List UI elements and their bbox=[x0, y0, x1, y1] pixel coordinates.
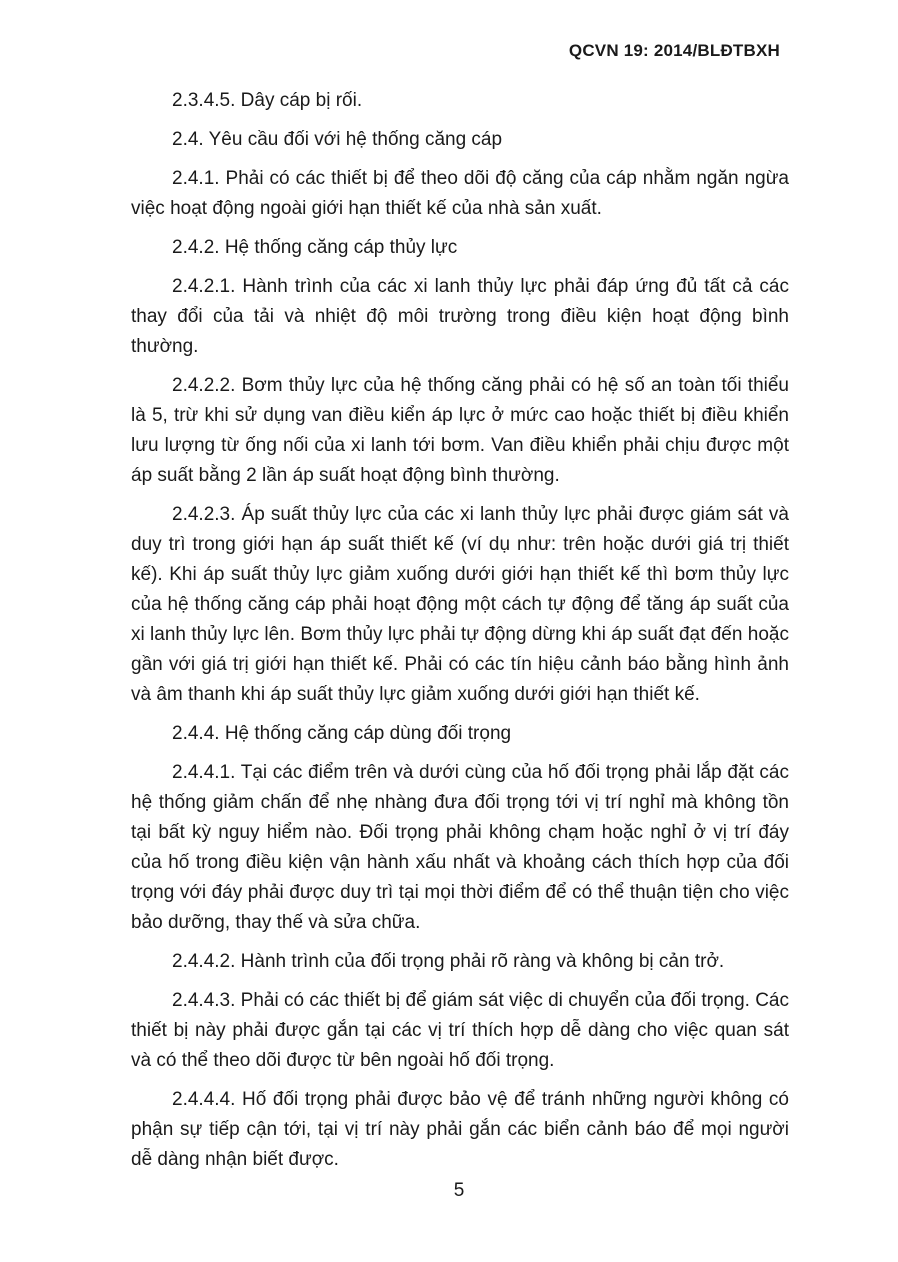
page-number: 5 bbox=[453, 1180, 465, 1201]
paragraph-2-4-4-4: 2.4.4.4. Hố đối trọng phải được bảo vệ để tránh những người không có phận sự tiếp cận tới, tại vị trí này phải gắn các biển cảnh báo để mọi người dễ dàng nhận biết được. bbox=[131, 1089, 789, 1170]
paragraph-2-4-1: 2.4.1. Phải có các thiết bị để theo dõi độ căng của cáp nhằm ngăn ngừa việc hoạt động ngoài giới hạn thiết kế của nhà sản xuất. bbox=[131, 168, 789, 219]
paragraph-2-3-4-5: 2.3.4.5. Dây cáp bị rối. bbox=[172, 90, 363, 111]
section-heading-2-4-4: 2.4.4. Hệ thống căng cáp dùng đối trọng bbox=[172, 723, 512, 744]
paragraph-2-4-2-1: 2.4.2.1. Hành trình của các xi lanh thủy lực phải đáp ứng đủ tất cả các thay đổi của tải và nhiệt độ môi trường trong điều kiện hoạt động bình thường. bbox=[131, 276, 789, 357]
section-heading-2-4-2: 2.4.2. Hệ thống căng cáp thủy lực bbox=[172, 237, 458, 258]
paragraph-2-4-4-3: 2.4.4.3. Phải có các thiết bị để giám sát việc di chuyển của đối trọng. Các thiết bị này phải được gắn tại các vị trí thích hợp dễ dàng cho việc quan sát và có thể theo dõi được từ bên ngoài hố đối trọng. bbox=[131, 990, 789, 1071]
paragraph-2-4-4-2: 2.4.4.2. Hành trình của đối trọng phải rõ ràng và không bị cản trở. bbox=[172, 951, 725, 972]
document-body bbox=[131, 86, 789, 1184]
paragraph-2-4-2-2: 2.4.2.2. Bơm thủy lực của hệ thống căng phải có hệ số an toàn tối thiểu là 5, trừ khi sử dụng van điều kiển áp lực ở mức cao hoặc thiết bị điều khiển lưu lượng từ ống nối của xi lanh tới bơm. Van điều khiển phải chịu được một áp suất bằng 2 lần áp suất hoạt động bình thường. bbox=[131, 375, 789, 486]
section-heading-2-4: 2.4. Yêu cầu đối với hệ thống căng cáp bbox=[172, 129, 503, 150]
document-code-header: QCVN 19: 2014/BLĐTBXH bbox=[568, 41, 780, 60]
paragraph-2-4-2-3: 2.4.2.3. Áp suất thủy lực của các xi lanh thủy lực phải được giám sát và duy trì trong giới hạn áp suất thiết kế (ví dụ như: trên hoặc dưới giá trị thiết kế). Khi áp suất thủy lực giảm xuống dưới giới hạn thiết kế thì bơm thủy lực của hệ thống căng cáp phải hoạt động một cách tự động để tăng áp suất của xi lanh thủy lực lên. Bơm thủy lực phải tự động dừng khi áp suất đạt đến hoặc gần với giá trị giới hạn thiết kế. Phải có các tín hiệu cảnh báo bằng hình ảnh và âm thanh khi áp suất thủy lực giảm xuống dưới giới hạn thiết kế. bbox=[131, 504, 789, 705]
paragraph-2-4-4-1: 2.4.4.1. Tại các điểm trên và dưới cùng của hố đối trọng phải lắp đặt các hệ thống giảm chấn để nhẹ nhàng đưa đối trọng tới vị trí nghỉ mà không tồn tại bất kỳ nguy hiểm nào. Đối trọng phải không chạm hoặc nghỉ ở vị trí đáy của hố trong điều kiện vận hành xấu nhất và khoảng cách thích hợp của đối trọng với đáy phải được duy trì tại mọi thời điểm để có thể thuận tiện cho việc bảo dưỡng, thay thế và sửa chữa. bbox=[131, 762, 789, 933]
